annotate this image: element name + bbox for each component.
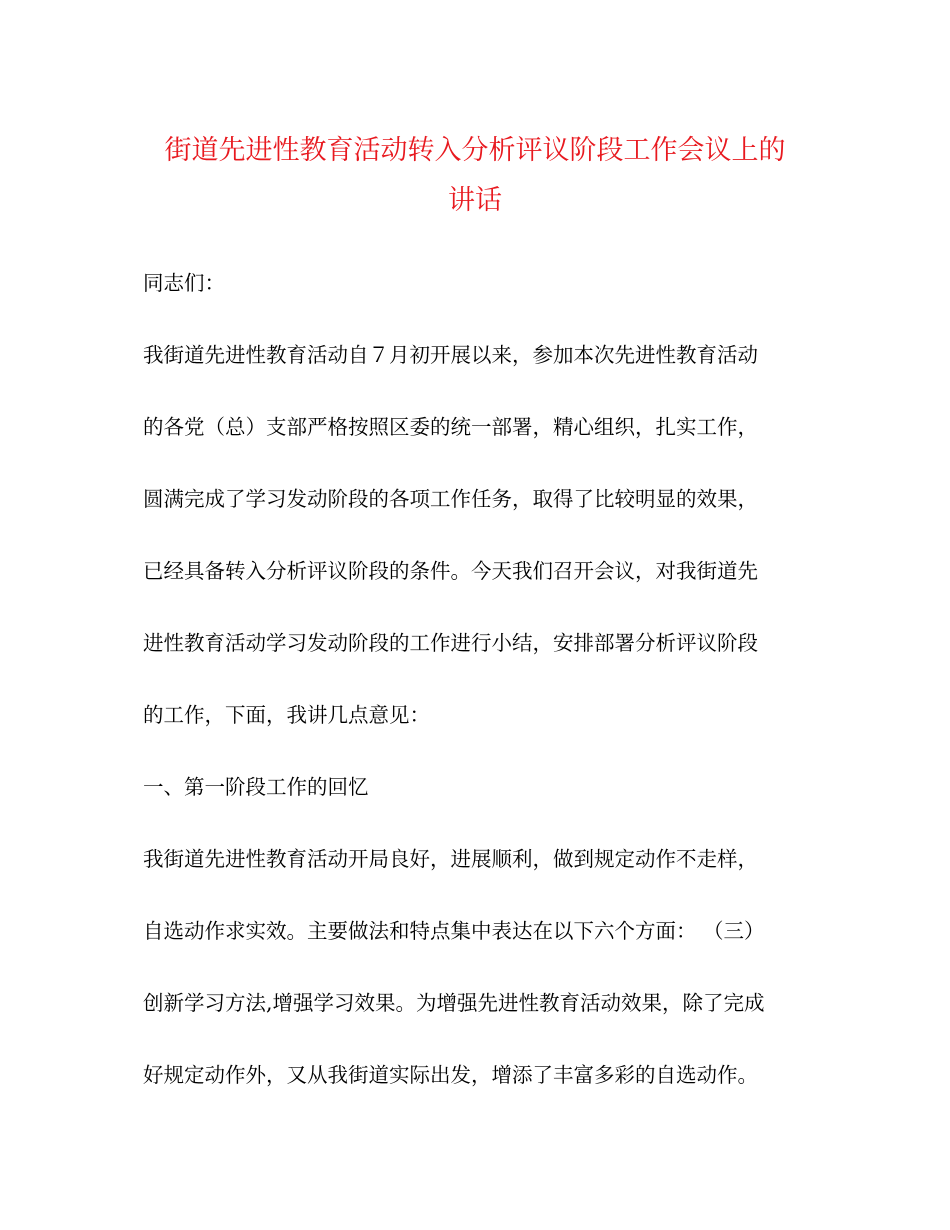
document-title bbox=[140, 126, 810, 226]
body-line: 进性教育活动学习发动阶段的工作进行小结，安排部署分析评议阶段 bbox=[143, 631, 758, 655]
title-line-2: 讲话 bbox=[448, 185, 502, 216]
title-line-1: 街道先进性教育活动转入分析评议阶段工作会议上的 bbox=[164, 135, 786, 166]
body-line: 我街道先进性教育活动自７月初开展以来，参加本次先进性教育活动 bbox=[143, 343, 758, 367]
body-line: 我街道先进性教育活动开局良好，进展顺利，做到规定动作不走样， bbox=[143, 847, 758, 871]
body-line: 已经具备转入分析评议阶段的条件。今天我们召开会议，对我街道先 bbox=[143, 559, 758, 583]
section-heading: 一、第一阶段工作的回忆 bbox=[143, 775, 369, 799]
salutation: 同志们： bbox=[143, 271, 225, 295]
body-line: 圆满完成了学习发动阶段的各项工作任务，取得了比较明显的效果， bbox=[143, 487, 758, 511]
body-line: 自选动作求实效。主要做法和特点集中表达在以下六个方面： （三） bbox=[143, 919, 765, 943]
body-line: 的工作，下面，我讲几点意见： bbox=[143, 703, 430, 727]
body-line: 创新学习方法,增强学习效果。为增强先进性教育活动效果，除了完成 bbox=[143, 991, 765, 1015]
body-line: 好规定动作外，又从我街道实际出发，增添了丰富多彩的自选动作。 bbox=[143, 1063, 758, 1087]
body-line: 的各党（总）支部严格按照区委的统一部署，精心组织，扎实工作， bbox=[143, 415, 758, 439]
